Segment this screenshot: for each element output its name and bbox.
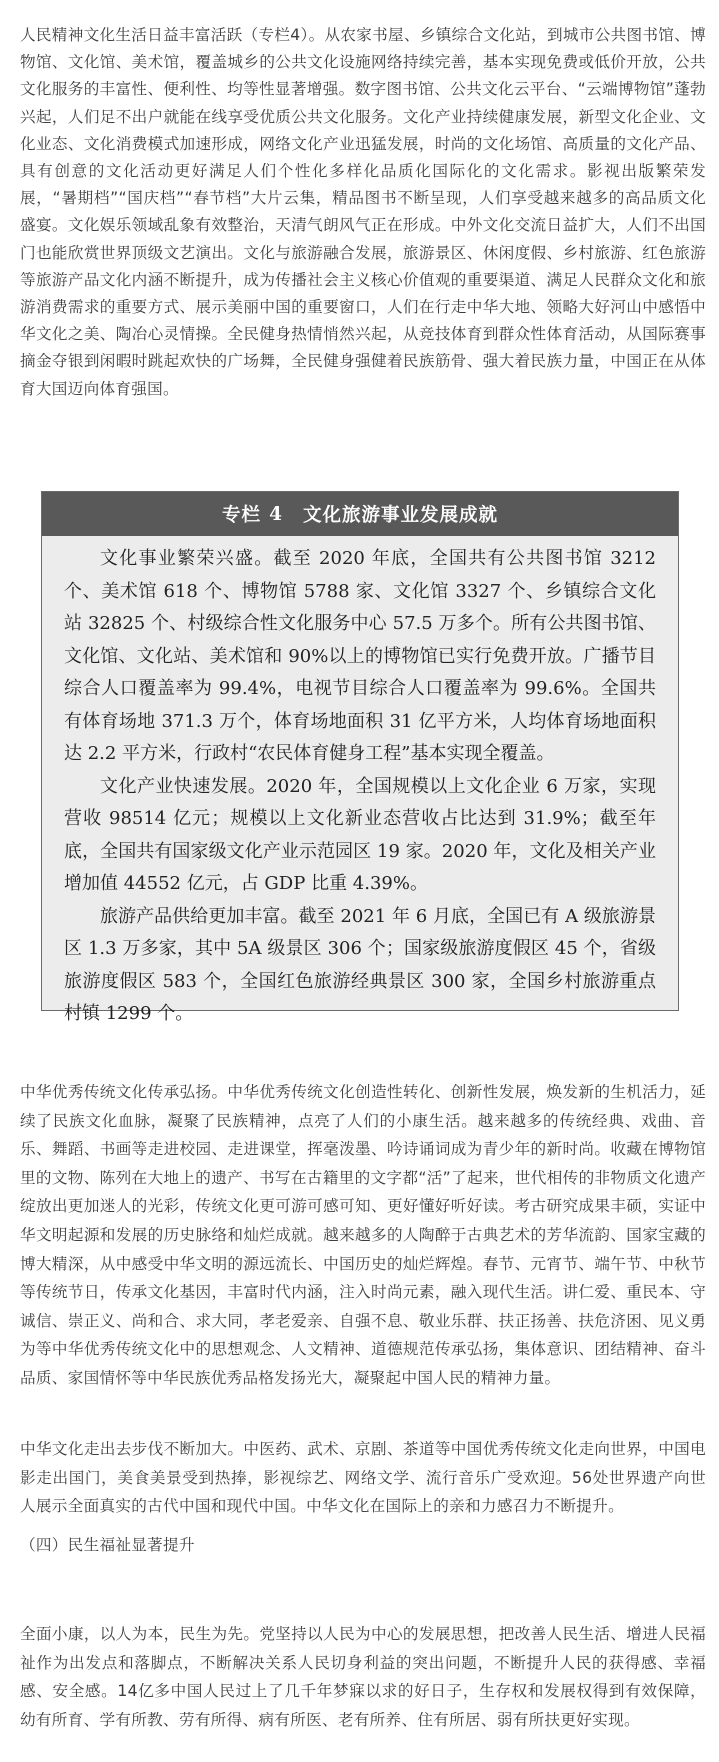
column-title: 文化旅游事业发展成就: [302, 505, 498, 526]
column-box: [41, 491, 679, 1024]
going-global-paragraph: 中华文化走出去步伐不断加大。中医药、武术、京剧、茶道等中国优秀传统文化走向世界，中国电影走出国门，美食美景受到热捧，影视综艺、网络文学、流行音乐广受欢迎。56处世界遗产向世人展示全面真实的古代中国和现代中国。中华文化在国际上的亲和力感召力不断提升。: [20, 1440, 706, 1516]
intro-paragraph: 人民精神文化生活日益丰富活跃（专栏4）。从农家书屋、乡镇综合文化站，到城市公共图书馆、博物馆、文化馆、美术馆，覆盖城乡的公共文化设施网络持续完善，基本实现免费或低价开放，公共文化服务的丰富性、便利性、均等性显著增强。数字图书馆、公共文化云平台、“云端博物馆”蓬勃兴起，人们足不出户就能在线享受优质公共文化服务。文化产业持续健康发展，新型文化企业、文化业态、文化消费模式加速形成，网络文化产业迅猛发展，时尚的文化场馆、高质量的文化产品、具有创意的文化活动更好满足人们个性化多样化品质化国际化的文化需求。影视出版繁荣发展，“暑期档”“国庆档”“春节档”大片云集，精品图书不断呈现，人们享受越来越多的高品质文化盛宴。文化娱乐领域乱象有效整治，天清气朗风气正在形成。中外文化交流日益扩大，人们不出国门也能欣赏世界顶级文艺演出。文化与旅游融合发展，旅游景区、休闲度假、乡村旅游、红色旅游等旅游产品文化内涵不断提升，成为传播社会主义核心价值观的重要渠道、满足人民群众文化和旅游消费需求的重要方式、展示美丽中国的重要窗口，人们在行走中华大地、领略大好河山中感悟中华文化之美、陶冶心灵情操。全民健身热情悄然兴起，从竞技体育到群众性体育活动，从国际赛事摘金夺银到闲暇时跳起欢快的广场舞，全民健身强健着民族筋骨、强大着民族力量，中国正在从体育大国迈向体育强国。: [20, 26, 706, 398]
column-paragraph-culture: 文化事业繁荣兴盛。截至 2020 年底，全国共有公共图书馆 3212 个、美术馆 618 个、博物馆 5788 家、文化馆 3327 个、乡镇综合文化站 32825 个、村级综合性文化服务中心 57.5 万多个。所有公共图书馆、文化馆、文化站、美术馆和 90%以上的博物馆已实行免费开放。广播节目综合人口覆盖率为 99.4%，电视节目综合人口覆盖率为 99.6%。全国共有体育场地 371.3 万个，体育场地面积 31 亿平方米，人均体育场地面积达 2.2 平方米，行政村“农民体育健身工程”基本实现全覆盖。: [64, 548, 656, 764]
column-paragraph-industry: 文化产业快速发展。2020 年，全国规模以上文化企业 6 万家，实现营收 98514 亿元；规模以上文化新业态营收占比达到 31.9%；截至年底，全国共有国家级文化产业示范园区 19 家。2020 年，文化及相关产业增加值 44552 亿元，占 GDP 比重 4.39%。: [64, 775, 656, 894]
column-number: 4: [269, 503, 283, 525]
column-box-body: [42, 536, 678, 1031]
wellbeing-paragraph: 全面小康，以人为本，民生为先。党坚持以人民为中心的发展思想，把改善人民生活、增进人民福祉作为出发点和落脚点，不断解决关系人民切身利益的突出问题，不断提升人民的获得感、幸福感、安全感。14亿多中国人民过上了几千年梦寐以求的好日子，生存权和发展权得到有效保障，幼有所育、学有所教、劳有所得、病有所医、老有所养、住有所居、弱有所扶更好实现。: [20, 1625, 706, 1729]
column-box-header: [42, 492, 678, 536]
tradition-paragraph: 中华优秀传统文化传承弘扬。中华优秀传统文化创造性转化、创新性发展，焕发新的生机活力，延续了民族文化血脉，凝聚了民族精神，点亮了人们的小康生活。越来越多的传统经典、戏曲、音乐、舞蹈、书画等走进校园、走进课堂，挥毫泼墨、吟诗诵词成为青少年的新时尚。收藏在博物馆里的文物、陈列在大地上的遗产、书写在古籍里的文字都“活”了起来，世代相传的非物质文化遗产绽放出更加迷人的光彩，传统文化更可游可感可知、更好懂好听好读。考古研究成果丰硕，实证中华文明起源和发展的历史脉络和灿烂成就。越来越多的人陶醉于古典艺术的芳华流韵、国家宝藏的博大精深，从中感受中华文明的源远流长、中国历史的灿烂辉煌。春节、元宵节、端午节、中秋节等传统节日，传承文化基因，丰富时代内涵，注入时尚元素，融入现代生活。讲仁爱、重民本、守诚信、崇正义、尚和合、求大同，孝老爱亲、自强不息、敬业乐群、扶正扬善、扶危济困、见义勇为等中华优秀传统文化中的思想观念、人文精神、道德规范传承弘扬，集体意识、团结精神、奋斗品质、家国情怀等中华民族优秀品格发扬光大，凝聚起中国人民的精神力量。: [20, 1083, 706, 1387]
section-heading: （四）民生福祉显著提升: [20, 1536, 195, 1554]
column-label: 专栏: [222, 505, 262, 526]
column-paragraph-tourism: 旅游产品供给更加丰富。截至 2021 年 6 月底，全国已有 A 级旅游景区 1.3 万多家，其中 5A 级景区 306 个；国家级旅游度假区 45 个，省级旅游度假区 583 个，全国红色旅游经典景区 300 家，全国乡村旅游重点村镇 1299 个。: [64, 905, 656, 1024]
